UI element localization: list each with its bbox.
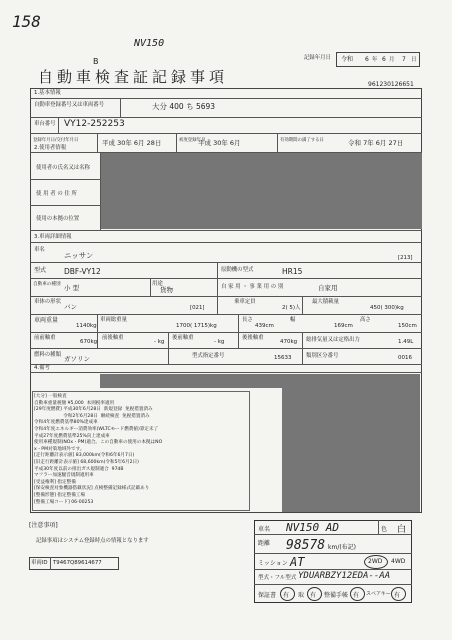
vehicle-type-value: 小 型 xyxy=(64,284,80,292)
vehicle-id-value: T9467Q89614677 xyxy=(53,560,102,566)
purpose-value: 自家用 xyxy=(318,284,338,292)
body-value: バン xyxy=(64,303,77,311)
record-date-year-unit: 年 xyxy=(372,57,378,63)
vehicle-type-label: 自動車の種別 xyxy=(33,282,61,287)
record-date-day: 7 xyxy=(402,56,406,63)
panel-color-label: 色 xyxy=(381,526,388,533)
section1-header: 1.基本情報 xyxy=(34,90,61,96)
front-rear-label: 前後軸重 xyxy=(102,335,124,341)
panel-spare-key-value: 有 xyxy=(394,592,401,599)
remarks-list xyxy=(34,394,249,506)
purpose-label: 自 家 用 ・ 事 業 用 の 別 xyxy=(221,284,284,290)
first-reg-label: 登録年月日/交付年月日 xyxy=(33,138,79,143)
handwritten-model: NV150 xyxy=(134,38,165,49)
remark-line: 自動車重量税額 ¥5,000 本則税率適用 xyxy=(34,400,115,406)
redacted-remarks-top xyxy=(100,374,420,388)
panel-spare-key-label: スペアキー xyxy=(366,591,391,597)
model-label: 型式 xyxy=(34,267,47,274)
weight-value: 1140kg xyxy=(76,323,97,329)
handwritten-number: 158 xyxy=(12,12,41,31)
panel-mileage-unit: km/(布記) xyxy=(328,544,357,551)
chassis-value: VY12-252253 xyxy=(64,119,125,129)
first-year-label: 初度登録年月 xyxy=(179,138,206,143)
panel-mileage-value: 98578 xyxy=(286,538,326,553)
record-date-month: 6 xyxy=(382,56,386,63)
expiry-label: 有効期間の満了する日 xyxy=(280,138,324,143)
record-date-month-unit: 月 xyxy=(389,57,395,63)
panel-maintenance-value: 有 xyxy=(353,592,360,599)
height-value: 150cm xyxy=(398,323,417,329)
panel-mission-label: ミッション xyxy=(258,560,288,567)
record-date-label: 記録年月日 xyxy=(304,55,331,61)
maker-value: ニッサン xyxy=(64,251,94,260)
body-code: [021] xyxy=(190,305,205,311)
remark-line: [保安検査対象機器搭載状況] 点検整備記録様式記載あり xyxy=(34,486,150,492)
width-label: 幅 xyxy=(290,317,296,323)
redacted-user-info xyxy=(101,153,422,229)
redacted-remarks-right xyxy=(282,388,420,512)
notes-text: 記録事項はシステム登録時点の情報となります xyxy=(36,538,149,544)
use-value: 貨物 xyxy=(160,286,173,294)
remark-line: [整備形態] 指定整備工場 xyxy=(34,492,85,498)
engine-value: HR15 xyxy=(282,267,303,276)
panel-drive-2wd: 2WD xyxy=(368,558,383,565)
maker-code: [213] xyxy=(398,255,413,261)
rear-rear-label: 後後軸重 xyxy=(242,335,264,341)
vehicle-id-label: 車両ID xyxy=(31,560,48,566)
panel-warranty-label: 保証書 xyxy=(258,592,277,599)
panel-manual-value: 有 xyxy=(310,592,317,599)
height-label: 高さ xyxy=(360,317,371,323)
panel-maintenance-label: 整備手帳 xyxy=(324,592,349,599)
panel-mission-value: AT xyxy=(290,555,305,569)
body-label: 車体の形状 xyxy=(34,299,61,305)
remark-line: [大分] 一般検査 xyxy=(34,394,67,399)
remark-line: [受益権利] 指定整備 xyxy=(34,479,76,485)
capacity-value: 2( 5)人 xyxy=(282,305,301,311)
model-value: DBF-VY12 xyxy=(64,267,101,276)
panel-color-value: 白 xyxy=(397,525,407,535)
displacement-value: 1.49L xyxy=(398,339,414,345)
remark-line: [整備工場コード] 06-00253 xyxy=(34,499,94,505)
panel-model-label: 型式・フル型式 xyxy=(258,575,297,581)
gross-label: 車両総重量 xyxy=(100,317,127,323)
panel-drive-4wd: 4WD xyxy=(391,558,406,565)
type-cert-label: 型式指定番号 xyxy=(192,353,225,359)
remark-line: 平成27年度燃費基準25%向上達成車 xyxy=(34,433,110,439)
letter-b: B xyxy=(93,57,99,66)
panel-warranty-value: 有 xyxy=(283,592,290,599)
remark-line: 令和4年度燃費基準80%達成車 xyxy=(34,420,98,426)
max-load-label: 最大積載量 xyxy=(312,299,339,305)
engine-label: 原動機の型式 xyxy=(221,267,254,273)
chassis-label: 車台番号 xyxy=(34,121,56,127)
doc-number: 961230126651 xyxy=(368,81,414,88)
type-cert-value: 15633 xyxy=(274,355,292,361)
gross-value: 1700( 1715)kg xyxy=(176,323,217,329)
displacement-label: 総排気量又は定格出力 xyxy=(306,337,360,343)
front-axle-value: 670kg xyxy=(80,339,98,345)
remark-line: x・PM対策地域外です。 xyxy=(34,446,85,452)
section3-header: 3.車両詳細情報 xyxy=(34,234,72,240)
fuel-label: 燃料の種類 xyxy=(34,352,61,358)
remark-line: 令和2年6月28日 継続検査 免税措置済み xyxy=(34,413,150,419)
section2-header: 2.使用者情報 xyxy=(34,145,67,151)
remark-line: [29年度燃費] 平成30年6月28日 新規登録 免税措置済み xyxy=(34,407,153,413)
remark-line: 令和4年度エネルギー消費効率(WLTCモード燃費値)算定未了 xyxy=(34,426,159,432)
width-value: 169cm xyxy=(334,323,353,329)
record-date-era: 令和 xyxy=(341,56,354,63)
expiry-value: 令和 7年 6月 27日 xyxy=(348,139,404,147)
page-title: 自動車検査証記録事項 xyxy=(38,68,229,86)
reg-no-value: 大分 400 ち 5693 xyxy=(152,102,216,111)
use-label: 用途 xyxy=(152,281,163,287)
weight-label: 車両重量 xyxy=(34,317,59,324)
remark-line: [旧走行距離計表示値] 68,600km(令和5年6月2日) xyxy=(34,459,139,465)
fuel-value: ガソリン xyxy=(64,355,90,363)
length-value: 439cm xyxy=(255,323,274,329)
category-label: 類別区分番号 xyxy=(306,353,339,359)
rear-front-label: 後前軸重 xyxy=(172,335,194,341)
category-value: 0016 xyxy=(398,355,412,361)
reg-no-label: 自動車登録番号又は車両番号 xyxy=(34,102,105,108)
panel-model-value: YDUARBZY12EDA--AA xyxy=(298,571,391,581)
user-address-label: 使 用 者 の 住 所 xyxy=(36,191,77,197)
panel-name-value: NV150 AD xyxy=(286,521,339,534)
length-label: 長さ xyxy=(242,317,253,323)
record-date-year: 6 xyxy=(365,56,369,63)
panel-manual-label: 取 xyxy=(298,592,305,599)
remark-line: 使用車種規制(NOx・PM)適合。この自動車の使用の本拠はNO xyxy=(34,440,163,446)
rear-front-value: - kg xyxy=(214,339,225,345)
user-name-label: 使用者の氏名又は名称 xyxy=(36,165,90,171)
record-date-day-unit: 日 xyxy=(411,57,417,63)
section4-header: 4.備考 xyxy=(34,365,50,371)
front-axle-label: 前前軸重 xyxy=(34,335,56,341)
notes-header: [注意事項] xyxy=(29,522,58,529)
first-year-value: 平成 30年 6月 xyxy=(198,139,241,147)
capacity-label: 乗車定員 xyxy=(234,299,256,305)
remark-line: 平成30年度以前の排出ガス規制適合 97dB xyxy=(34,466,124,472)
base-location-label: 使用の本拠の位置 xyxy=(36,216,80,222)
rear-rear-value: 470kg xyxy=(280,339,298,345)
first-reg-value: 平成 30年 6月 28日 xyxy=(102,139,162,147)
front-rear-value: - kg xyxy=(154,339,165,345)
maker-label: 車名 xyxy=(34,247,45,253)
remark-line: マフラー加速騒音規制適用車 xyxy=(34,473,94,479)
remark-line: [走行距離計表示値] 83,000km(令和6年6月7日) xyxy=(34,453,135,459)
max-load-value: 450( 300)kg xyxy=(370,305,404,311)
panel-name-label: 車名 xyxy=(258,526,271,533)
panel-mileage-label: 距離 xyxy=(258,540,271,547)
